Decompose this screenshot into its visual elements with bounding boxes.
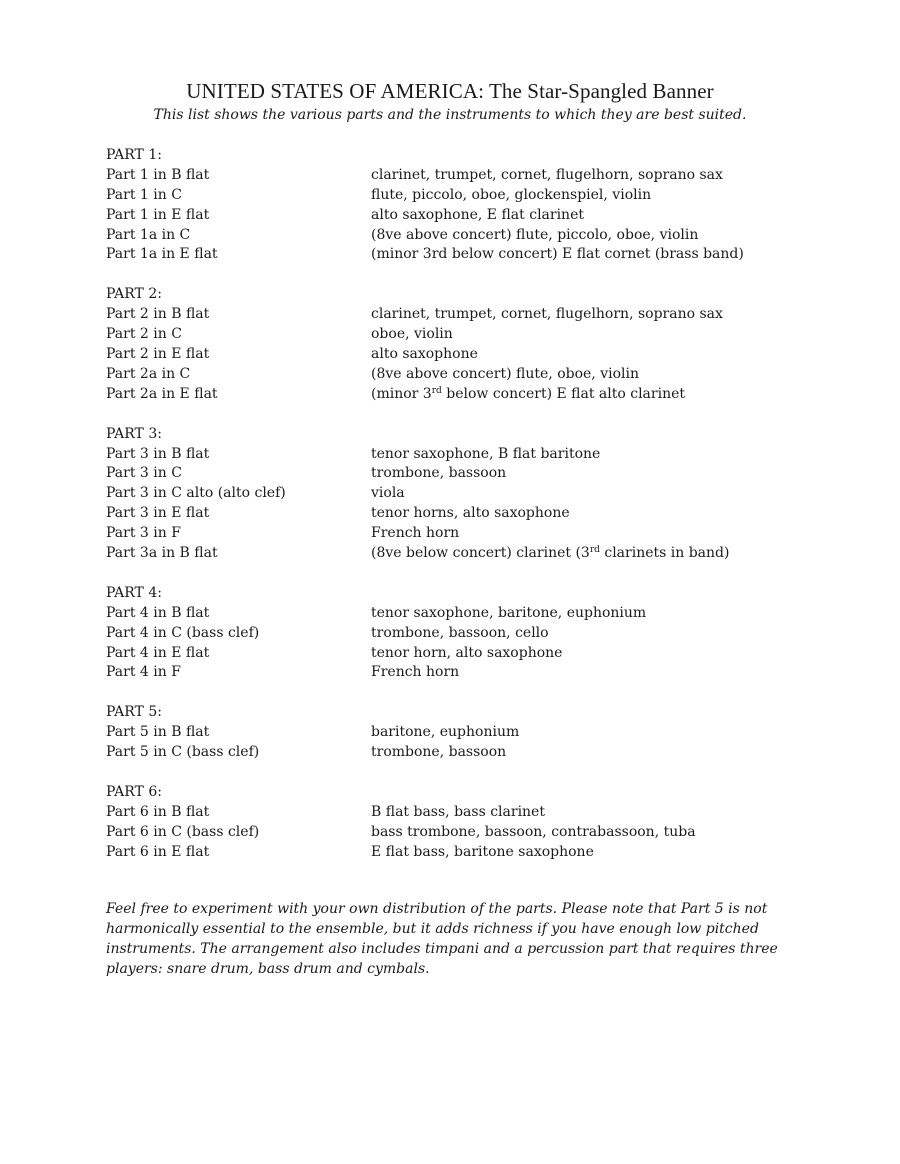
part-name: Part 4 in E flat (106, 644, 210, 661)
part-instruments: clarinet, trumpet, cornet, flugelhorn, soprano sax (371, 306, 723, 323)
part-row (106, 742, 806, 762)
part-instruments: bass trombone, bassoon, contrabassoon, tuba (371, 823, 696, 840)
ordinal-suffix: rd (589, 545, 600, 556)
part-name: Part 1a in C (106, 226, 191, 243)
part-instruments: viola (371, 485, 405, 502)
page-subtitle: This list shows the various parts and the instruments to which they are best suited. (153, 107, 747, 123)
part-row (106, 523, 806, 543)
part-name: Part 5 in C (bass clef) (106, 744, 260, 761)
part-section (106, 782, 806, 862)
part-name: Part 1a in E flat (106, 246, 218, 263)
instruments-text: below concert) E flat alto clarinet (441, 385, 685, 402)
ordinal-suffix: rd (431, 385, 442, 396)
part-instruments: alto saxophone, E flat clarinet (371, 206, 584, 223)
footer-note: Feel free to experiment with your own distribution of the parts. Please note that Part 5 is not harmonically essential to the ensemble, but it adds richness if you have enough low pitched instruments. The arrangement also includes timpani and a percussion part that requires three players: snare drum, bass drum and cymbals. (106, 901, 778, 977)
page-title: UNITED STATES OF AMERICA: The Star-Spangled Banner (186, 79, 714, 103)
part-section (106, 424, 806, 563)
part-row (106, 304, 806, 324)
part-name: Part 2a in C (106, 365, 191, 382)
instruments-text: clarinets in band) (599, 545, 730, 562)
part-row (106, 643, 806, 663)
part-instruments: alto saxophone (371, 346, 478, 363)
part-instruments: flute, piccolo, oboe, glockenspiel, violin (371, 186, 652, 203)
part-instruments: tenor saxophone, baritone, euphonium (371, 604, 647, 621)
part-row (106, 722, 806, 742)
part-section (106, 145, 806, 264)
instruments-text: (minor 3 (371, 385, 432, 402)
part-instruments: French horn (371, 525, 460, 542)
part-name: Part 3 in B flat (106, 445, 210, 462)
part-row (106, 483, 806, 503)
part-instruments: trombone, bassoon (371, 744, 507, 761)
part-name: Part 6 in E flat (106, 843, 210, 860)
part-name: Part 4 in B flat (106, 604, 210, 621)
part-name: Part 2 in B flat (106, 306, 210, 323)
part-instruments: clarinet, trumpet, cornet, flugelhorn, soprano sax (371, 166, 723, 183)
part-instruments: (8ve above concert) flute, oboe, violin (371, 365, 639, 382)
parts-list (106, 145, 806, 882)
part-row (106, 444, 806, 464)
part-row (106, 822, 806, 842)
section-heading: PART 4: (106, 584, 162, 601)
part-name: Part 2 in C (106, 326, 182, 343)
part-instruments: oboe, violin (371, 326, 453, 343)
part-row (106, 623, 806, 643)
section-heading: PART 2: (106, 286, 162, 303)
part-name: Part 3 in C alto (alto clef) (106, 485, 286, 502)
section-heading: PART 3: (106, 425, 162, 442)
part-instruments: tenor horn, alto saxophone (371, 644, 563, 661)
part-name: Part 6 in B flat (106, 803, 210, 820)
part-instruments: tenor horns, alto saxophone (371, 505, 570, 522)
part-instruments (371, 543, 729, 563)
part-name: Part 3 in E flat (106, 505, 210, 522)
part-row (106, 662, 806, 682)
part-name: Part 4 in C (bass clef) (106, 624, 260, 641)
part-row (106, 463, 806, 483)
part-row (106, 364, 806, 384)
section-heading: PART 6: (106, 784, 162, 801)
section-heading: PART 5: (106, 704, 162, 721)
part-section (106, 702, 806, 762)
part-instruments: (minor 3rd below concert) E flat cornet (brass band) (371, 246, 744, 263)
part-row (106, 205, 806, 225)
part-name: Part 4 in F (106, 664, 181, 681)
part-row (106, 802, 806, 822)
part-section (106, 284, 806, 403)
part-name: Part 2 in E flat (106, 346, 210, 363)
part-instruments: trombone, bassoon, cello (371, 624, 549, 641)
part-instruments: tenor saxophone, B flat baritone (371, 445, 601, 462)
part-name: Part 1 in B flat (106, 166, 210, 183)
part-name: Part 6 in C (bass clef) (106, 823, 260, 840)
part-section (106, 583, 806, 682)
part-instruments: baritone, euphonium (371, 724, 520, 741)
part-row (106, 244, 806, 264)
part-row (106, 344, 806, 364)
part-instruments: (8ve above concert) flute, piccolo, oboe, violin (371, 226, 699, 243)
part-name: Part 1 in E flat (106, 206, 210, 223)
section-heading: PART 1: (106, 147, 162, 163)
part-instruments: trombone, bassoon (371, 465, 507, 482)
part-instruments (371, 384, 685, 404)
part-name: Part 3 in F (106, 525, 181, 542)
part-row (106, 324, 806, 344)
instruments-text: (8ve below concert) clarinet (3 (371, 545, 590, 562)
part-row (106, 503, 806, 523)
part-instruments: French horn (371, 664, 460, 681)
part-row (106, 165, 806, 185)
part-name: Part 3 in C (106, 465, 182, 482)
part-instruments: E flat bass, baritone saxophone (371, 843, 594, 860)
part-row (106, 384, 806, 404)
part-name: Part 5 in B flat (106, 724, 210, 741)
part-row (106, 842, 806, 862)
part-name: Part 1 in C (106, 186, 182, 203)
part-row (106, 185, 806, 205)
part-instruments: B flat bass, bass clarinet (371, 803, 545, 820)
part-name: Part 3a in B flat (106, 545, 218, 562)
part-row (106, 543, 806, 563)
part-row (106, 603, 806, 623)
part-row (106, 225, 806, 245)
part-name: Part 2a in E flat (106, 385, 218, 402)
